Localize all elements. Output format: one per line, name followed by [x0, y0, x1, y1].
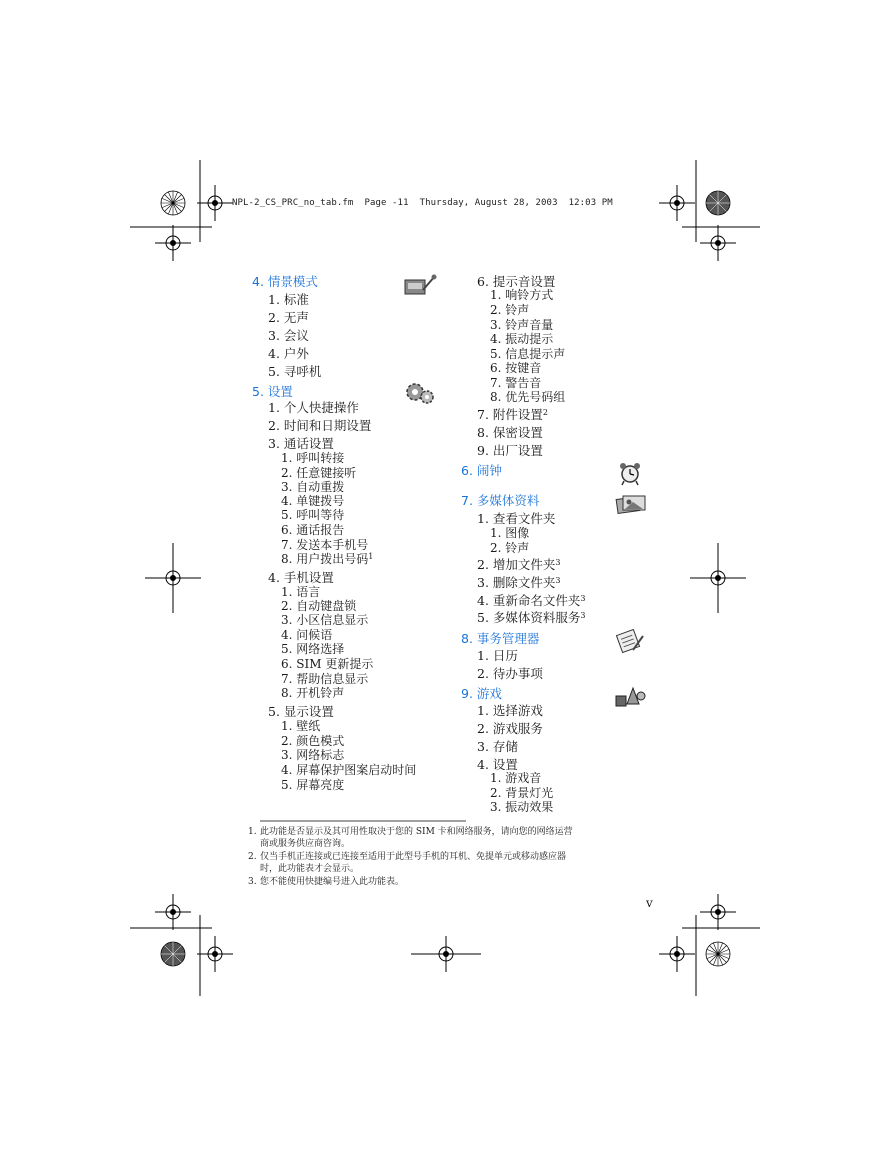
sub-item: 3. 网络标志: [281, 748, 345, 762]
footnote-text: 仅当手机正连接或已连接至适用于此型号手机的耳机、免提单元或移动感应器: [260, 852, 567, 862]
sub-item: 6. 按键音: [490, 361, 542, 375]
list-item: 8. 保密设置: [477, 425, 543, 440]
gallery-icon: [613, 492, 651, 518]
section-title-settings: 5. 设置: [252, 384, 293, 399]
footnote-number: 2.: [248, 852, 257, 862]
footnote-text: 此功能是否显示及其可用性取决于您的 SIM 卡和网络服务，请向您的网络运营: [260, 827, 573, 837]
list-item-label: 7. 附件设置: [477, 407, 543, 422]
section-title-gallery: 7. 多媒体资料: [461, 493, 540, 508]
footnote-ref: 3: [555, 558, 561, 567]
list-item: 2. 游戏服务: [477, 721, 543, 736]
profiles-icon: [403, 272, 437, 298]
list-item: 1. 标准: [268, 292, 309, 307]
list-item: 3. 通话设置: [268, 436, 334, 451]
sub-item: 5. 网络选择: [281, 642, 345, 656]
sub-item: 1. 呼叫转接: [281, 451, 345, 465]
footnote-number: 3.: [248, 877, 257, 887]
footnote-text: 时，此功能表才会显示。: [260, 864, 360, 874]
sub-item: 1. 壁纸: [281, 719, 321, 733]
footnote-ref: 1: [368, 552, 374, 561]
sub-item: 2. 自动键盘锁: [281, 599, 357, 613]
footnote-ref: 3: [555, 576, 561, 585]
sub-item: 6. 通话报告: [281, 523, 345, 537]
list-item: 4. 设置: [477, 757, 518, 772]
organizer-notepad-icon: [613, 628, 647, 654]
sub-item: 4. 屏幕保护图案启动时间: [281, 763, 417, 777]
footnote-ref: 3: [580, 594, 586, 603]
sub-item: 5. 信息提示声: [490, 347, 566, 361]
sub-item: 2. 铃声: [490, 541, 530, 555]
page-number: v: [646, 896, 653, 910]
list-item: 4. 户外: [268, 346, 309, 361]
sub-item: 4. 振动提示: [490, 332, 554, 346]
sub-item: [281, 552, 373, 566]
list-item: [477, 593, 586, 608]
footnote-number: 1.: [248, 827, 257, 837]
list-item: 5. 寻呼机: [268, 364, 322, 379]
footnote: [248, 826, 573, 838]
section-title-profiles: 4. 情景模式: [252, 274, 318, 289]
sub-item: 7. 发送本手机号: [281, 538, 369, 552]
footnote-ref: 2: [542, 408, 548, 417]
sub-item: 5. 呼叫等待: [281, 508, 345, 522]
footnote-ref: 3: [580, 611, 586, 620]
list-item-label: 2. 增加文件夹: [477, 557, 556, 572]
section-title-alarm: 6. 闹钟: [461, 463, 502, 478]
list-item: 1. 个人快捷操作: [268, 400, 359, 415]
sub-item: 3. 自动重拨: [281, 480, 345, 494]
list-item: 5. 显示设置: [268, 704, 334, 719]
section-title-games: 9. 游戏: [461, 686, 502, 701]
list-item: 1. 日历: [477, 648, 518, 663]
alarm-clock-icon: [613, 460, 647, 486]
list-item: 1. 查看文件夹: [477, 511, 556, 526]
list-item-label: 5. 多媒体资料服务: [477, 610, 581, 625]
list-item: [477, 610, 586, 625]
sub-item: 8. 优先号码组: [490, 390, 566, 404]
list-item-label: 4. 重新命名文件夹: [477, 593, 581, 608]
list-item: 9. 出厂设置: [477, 443, 543, 458]
list-item: 2. 时间和日期设置: [268, 418, 372, 433]
list-item: 1. 选择游戏: [477, 703, 543, 718]
list-item: [477, 407, 548, 422]
list-item-label: 3. 删除文件夹: [477, 575, 556, 590]
sub-item: 2. 任意键接听: [281, 466, 357, 480]
sub-item: 2. 颜色模式: [281, 734, 345, 748]
sub-item: 1. 图像: [490, 526, 530, 540]
sub-item: 7. 警告音: [490, 376, 542, 390]
list-item: 2. 待办事项: [477, 666, 543, 681]
list-item: 6. 提示音设置: [477, 274, 556, 289]
list-item: 4. 手机设置: [268, 570, 334, 585]
sub-item: 3. 振动效果: [490, 800, 554, 814]
sub-item: 4. 单键拨号: [281, 494, 345, 508]
sub-item: 7. 帮助信息显示: [281, 672, 369, 686]
footnote-text: 您不能使用快捷编号进入此功能表。: [260, 877, 405, 887]
sub-item: 2. 背景灯光: [490, 786, 554, 800]
sub-item: 1. 游戏音: [490, 771, 542, 785]
sub-item: 4. 问候语: [281, 628, 333, 642]
sub-item: 8. 开机铃声: [281, 686, 345, 700]
sub-item: 6. SIM 更新提示: [281, 657, 374, 671]
footnote-text: 商或服务供应商咨询。: [260, 839, 351, 849]
list-item: 3. 存储: [477, 739, 518, 754]
sub-item: 1. 响铃方式: [490, 288, 554, 302]
list-item: 3. 会议: [268, 328, 309, 343]
sub-item: 3. 铃声音量: [490, 318, 554, 332]
section-title-organizer: 8. 事务管理器: [461, 631, 540, 646]
sub-item-label: 8. 用户拨出号码: [281, 552, 369, 566]
sub-item: 3. 小区信息显示: [281, 613, 369, 627]
footnote: [248, 851, 567, 863]
sub-item: 1. 语言: [281, 585, 321, 599]
sub-item: 5. 屏幕亮度: [281, 778, 345, 792]
file-header: NPL-2_CS_PRC_no_tab.fm Page -11 Thursday, August 28, 2003 12:03 PM: [232, 198, 613, 208]
settings-gears-icon: [403, 380, 437, 406]
list-item: [477, 557, 561, 572]
games-icon: [613, 684, 647, 710]
list-item: 2. 无声: [268, 310, 309, 325]
sub-item: 2. 铃声: [490, 303, 530, 317]
list-item: [477, 575, 561, 590]
footnote: [248, 876, 405, 888]
